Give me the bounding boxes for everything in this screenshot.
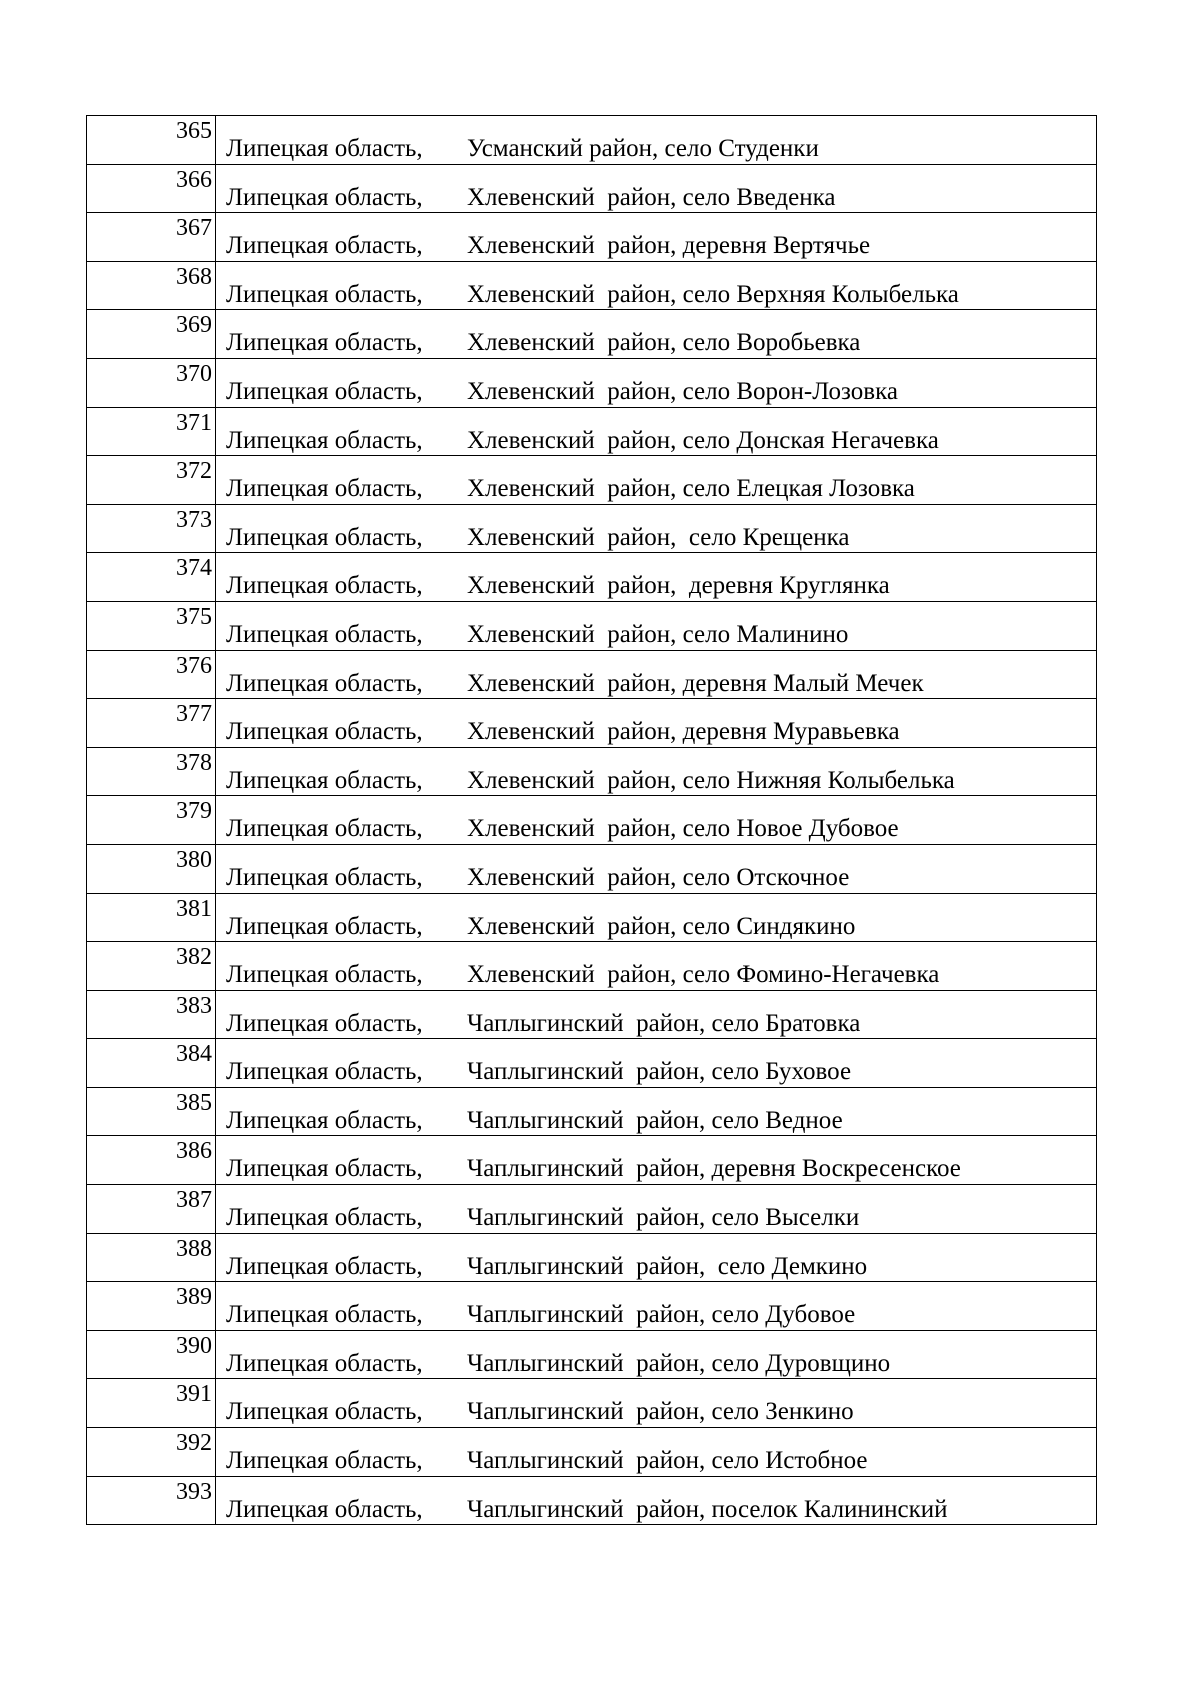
district-settlement-text: Чаплыгинский район, село Зенкино xyxy=(467,1398,854,1426)
region-text: Липецкая область, xyxy=(226,766,423,794)
row-number: 374 xyxy=(87,553,216,602)
location-cell xyxy=(216,699,1097,748)
row-number: 368 xyxy=(87,261,216,310)
location-cell xyxy=(216,213,1097,262)
location-cell xyxy=(216,1039,1097,1088)
district-settlement-text: Хлевенский район, село Верхняя Колыбелька xyxy=(467,280,959,308)
location-cell xyxy=(216,942,1097,991)
table-row xyxy=(87,796,1097,845)
table-row xyxy=(87,1330,1097,1379)
district-settlement-text: Хлевенский район, село Елецкая Лозовка xyxy=(467,475,915,503)
table-row xyxy=(87,1428,1097,1477)
settlements-table-body xyxy=(87,116,1097,1525)
location-cell xyxy=(216,650,1097,699)
row-number: 380 xyxy=(87,844,216,893)
location-cell xyxy=(216,601,1097,650)
location-cell xyxy=(216,893,1097,942)
location-cell xyxy=(216,1233,1097,1282)
row-number: 367 xyxy=(87,213,216,262)
table-row xyxy=(87,407,1097,456)
row-number: 384 xyxy=(87,1039,216,1088)
location-cell xyxy=(216,844,1097,893)
location-cell xyxy=(216,796,1097,845)
row-number: 372 xyxy=(87,456,216,505)
row-number: 391 xyxy=(87,1379,216,1428)
row-number: 371 xyxy=(87,407,216,456)
region-text: Липецкая область, xyxy=(226,1155,423,1183)
settlements-table xyxy=(86,115,1097,1525)
district-settlement-text: Хлевенский район, село Фомино-Негачевка xyxy=(467,961,940,989)
row-number: 386 xyxy=(87,1136,216,1185)
table-row xyxy=(87,650,1097,699)
district-settlement-text: Хлевенский район, село Донская Негачевка xyxy=(467,426,939,454)
region-text: Липецкая область, xyxy=(226,1106,423,1134)
table-row xyxy=(87,213,1097,262)
row-number: 390 xyxy=(87,1330,216,1379)
row-number: 383 xyxy=(87,990,216,1039)
location-cell xyxy=(216,164,1097,213)
table-row xyxy=(87,310,1097,359)
region-text: Липецкая область, xyxy=(226,183,423,211)
row-number: 365 xyxy=(87,116,216,165)
region-text: Липецкая область, xyxy=(226,1447,423,1475)
district-settlement-text: Хлевенский район, село Нижняя Колыбелька xyxy=(467,766,955,794)
district-settlement-text: Чаплыгинский район, село Буховое xyxy=(467,1058,852,1086)
location-cell xyxy=(216,504,1097,553)
location-cell xyxy=(216,358,1097,407)
district-settlement-text: Хлевенский район, село Введенка xyxy=(467,183,836,211)
location-cell xyxy=(216,990,1097,1039)
table-row xyxy=(87,116,1097,165)
table-row xyxy=(87,1233,1097,1282)
region-text: Липецкая область, xyxy=(226,718,423,746)
location-cell xyxy=(216,1136,1097,1185)
row-number: 385 xyxy=(87,1087,216,1136)
location-cell xyxy=(216,1282,1097,1331)
district-settlement-text: Чаплыгинский район, поселок Калининский xyxy=(467,1495,948,1523)
district-settlement-text: Хлевенский район, село Отскочное xyxy=(467,863,850,891)
district-settlement-text: Хлевенский район, село Воробьевка xyxy=(467,329,861,357)
region-text: Липецкая область, xyxy=(226,1058,423,1086)
district-settlement-text: Чаплыгинский район, село Дуровщино xyxy=(467,1349,891,1377)
table-row xyxy=(87,1136,1097,1185)
table-row xyxy=(87,942,1097,991)
region-text: Липецкая область, xyxy=(226,1252,423,1280)
region-text: Липецкая область, xyxy=(226,1009,423,1037)
district-settlement-text: Хлевенский район, село Новое Дубовое xyxy=(467,815,899,843)
row-number: 392 xyxy=(87,1428,216,1477)
location-cell xyxy=(216,747,1097,796)
table-row xyxy=(87,1039,1097,1088)
region-text: Липецкая область, xyxy=(226,280,423,308)
row-number: 376 xyxy=(87,650,216,699)
table-row xyxy=(87,1282,1097,1331)
row-number: 369 xyxy=(87,310,216,359)
region-text: Липецкая область, xyxy=(226,572,423,600)
table-row xyxy=(87,261,1097,310)
table-row xyxy=(87,1379,1097,1428)
region-text: Липецкая область, xyxy=(226,620,423,648)
table-row xyxy=(87,844,1097,893)
location-cell xyxy=(216,1087,1097,1136)
location-cell xyxy=(216,310,1097,359)
row-number: 366 xyxy=(87,164,216,213)
row-number: 370 xyxy=(87,358,216,407)
district-settlement-text: Хлевенский район, деревня Малый Мечек xyxy=(467,669,924,697)
district-settlement-text: Усманский район, село Студенки xyxy=(467,135,819,162)
region-text: Липецкая область, xyxy=(226,232,423,260)
table-row xyxy=(87,358,1097,407)
district-settlement-text: Хлевенский район, село Синдякино xyxy=(467,912,856,940)
row-number: 381 xyxy=(87,893,216,942)
table-row xyxy=(87,1087,1097,1136)
region-text: Липецкая область, xyxy=(226,815,423,843)
district-settlement-text: Чаплыгинский район, село Демкино xyxy=(467,1252,868,1280)
district-settlement-text: Хлевенский район, деревня Муравьевка xyxy=(467,718,900,746)
district-settlement-text: Чаплыгинский район, село Выселки xyxy=(467,1204,860,1232)
location-cell xyxy=(216,553,1097,602)
location-cell xyxy=(216,456,1097,505)
location-cell xyxy=(216,1379,1097,1428)
location-cell xyxy=(216,1476,1097,1525)
district-settlement-text: Чаплыгинский район, деревня Воскресенское xyxy=(467,1155,961,1183)
row-number: 387 xyxy=(87,1185,216,1234)
table-row xyxy=(87,1185,1097,1234)
district-settlement-text: Чаплыгинский район, село Братовка xyxy=(467,1009,861,1037)
row-number: 377 xyxy=(87,699,216,748)
table-row xyxy=(87,1476,1097,1525)
region-text: Липецкая область, xyxy=(226,135,423,162)
region-text: Липецкая область, xyxy=(226,863,423,891)
table-row xyxy=(87,553,1097,602)
region-text: Липецкая область, xyxy=(226,961,423,989)
region-text: Липецкая область, xyxy=(226,377,423,405)
district-settlement-text: Чаплыгинский район, село Ведное xyxy=(467,1106,843,1134)
region-text: Липецкая область, xyxy=(226,1495,423,1523)
district-settlement-text: Хлевенский район, деревня Вертячье xyxy=(467,232,871,260)
district-settlement-text: Хлевенский район, село Ворон-Лозовка xyxy=(467,377,898,405)
table-row xyxy=(87,893,1097,942)
district-settlement-text: Хлевенский район, деревня Круглянка xyxy=(467,572,890,600)
table-row xyxy=(87,164,1097,213)
district-settlement-text: Хлевенский район, село Крещенка xyxy=(467,523,850,551)
location-cell xyxy=(216,407,1097,456)
region-text: Липецкая область, xyxy=(226,1398,423,1426)
region-text: Липецкая область, xyxy=(226,475,423,503)
table-row xyxy=(87,456,1097,505)
district-settlement-text: Чаплыгинский район, село Истобное xyxy=(467,1447,868,1475)
region-text: Липецкая область, xyxy=(226,1204,423,1232)
row-number: 389 xyxy=(87,1282,216,1331)
region-text: Липецкая область, xyxy=(226,669,423,697)
location-cell xyxy=(216,116,1097,165)
row-number: 382 xyxy=(87,942,216,991)
row-number: 393 xyxy=(87,1476,216,1525)
region-text: Липецкая область, xyxy=(226,426,423,454)
location-cell xyxy=(216,261,1097,310)
table-row xyxy=(87,990,1097,1039)
row-number: 388 xyxy=(87,1233,216,1282)
row-number: 379 xyxy=(87,796,216,845)
region-text: Липецкая область, xyxy=(226,1349,423,1377)
location-cell xyxy=(216,1330,1097,1379)
district-settlement-text: Хлевенский район, село Малинино xyxy=(467,620,849,648)
region-text: Липецкая область, xyxy=(226,523,423,551)
table-row xyxy=(87,504,1097,553)
row-number: 375 xyxy=(87,601,216,650)
region-text: Липецкая область, xyxy=(226,912,423,940)
district-settlement-text: Чаплыгинский район, село Дубовое xyxy=(467,1301,856,1329)
table-row xyxy=(87,601,1097,650)
location-cell xyxy=(216,1185,1097,1234)
row-number: 378 xyxy=(87,747,216,796)
table-row xyxy=(87,699,1097,748)
location-cell xyxy=(216,1428,1097,1477)
row-number: 373 xyxy=(87,504,216,553)
table-row xyxy=(87,747,1097,796)
region-text: Липецкая область, xyxy=(226,1301,423,1329)
region-text: Липецкая область, xyxy=(226,329,423,357)
